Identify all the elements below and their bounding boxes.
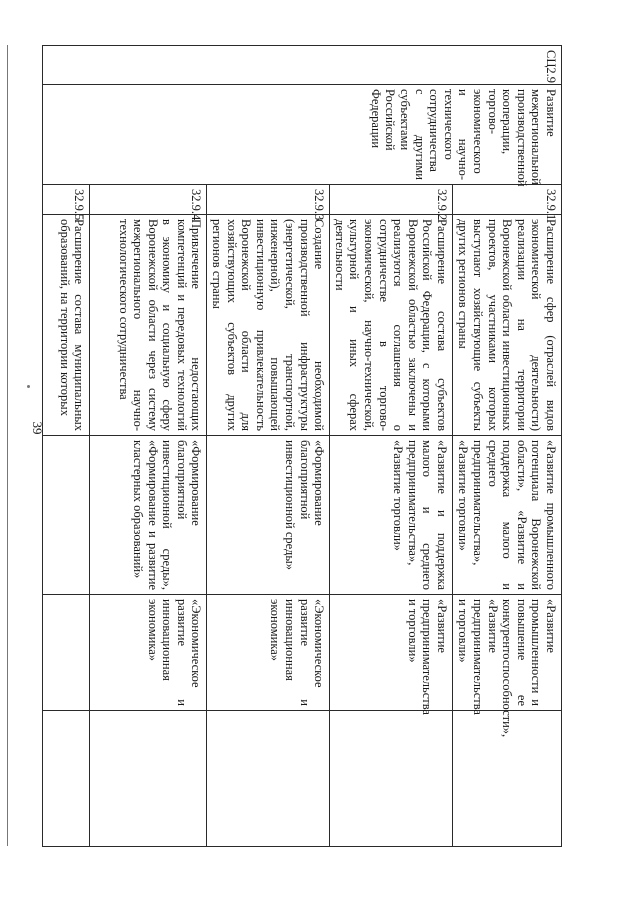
programs-cell: «Развитие и поддержка малого и среднего предпринимательства», «Развитие торговли» xyxy=(330,436,453,595)
state-programs-cell: «Экономическое развитие и инновационная экономика» xyxy=(207,595,330,711)
empty-cell xyxy=(43,711,90,847)
page-number: 39 xyxy=(30,421,45,435)
task-cell: Расширение сфер (отраслей видов экономической деятельности) реализации на территории Воронежской области инвестиционных проектов, участниками которых выступают хозяйствующие субъекты других регионов страны xyxy=(453,215,562,436)
task-code-cell: 32.9.2 xyxy=(330,185,453,215)
empty-cell xyxy=(207,711,330,847)
page-bottom-rule xyxy=(7,45,8,846)
empty-cell xyxy=(90,711,207,847)
task-code-cell: 32.9.1 xyxy=(453,185,562,215)
measures-table xyxy=(43,45,563,847)
task-code-cell: 32.9.5 xyxy=(43,185,90,215)
programs-cell xyxy=(43,436,90,595)
state-programs-cell: «Экономическое развитие и инновационная экономика» xyxy=(90,595,207,711)
task-cell: Расширение состава муниципальных образований, на территории которых xyxy=(43,215,90,436)
task-cell: Привлечение недостающих компетенций и передовых технологий в экономику и социальную сферу Воронежской области через систему межрегионального научно-технологического сотрудничества xyxy=(90,215,207,436)
group-goal-cell: Развитие межрегиональной производственной кооперации, торгово-экономического и научно-технического сотрудничества с другими субъектами Российской Федерации xyxy=(43,85,562,185)
group-code-cell: СЦ2.9 xyxy=(43,46,562,85)
empty-cell xyxy=(330,711,453,847)
state-programs-cell xyxy=(43,595,90,711)
scan-dot xyxy=(27,385,30,388)
programs-cell: «Формирование благоприятной инвестиционной среды» xyxy=(207,436,330,595)
task-cell: Расширение состава субъектов Российской Федерации, с которыми Воронежской областью заключены и реализуются соглашения о сотрудничестве в торгово-экономической, научно-технической, культурной и иных сферах деятельности xyxy=(330,215,453,436)
task-code-cell: 32.9.4 xyxy=(90,185,207,215)
programs-cell: «Формирование благоприятной инвестиционной среды», «Формирование и развитие кластерных образований» xyxy=(90,436,207,595)
state-programs-cell: «Развитие предпринимательства и торговли» xyxy=(330,595,453,711)
programs-cell: «Развитие промышленного потенциала Воронежской области», «Развитие и поддержка малого и среднего предпринимательства», «Развитие торговли» xyxy=(453,436,562,595)
state-programs-cell: «Развитие промышленности и повышение ее конкурентоспособности», «Развитие предпринимательства и торговли» xyxy=(453,595,562,711)
task-cell: Создание необходимой производственной инфраструктуры (энергетической, транспортной, инженерной), повышающей инвестиционную привлекательность Воронежской области для хозяйствующих субъектов других регионов страны xyxy=(207,215,330,436)
table-row xyxy=(453,46,562,847)
task-code-cell: 32.9.3 xyxy=(207,185,330,215)
